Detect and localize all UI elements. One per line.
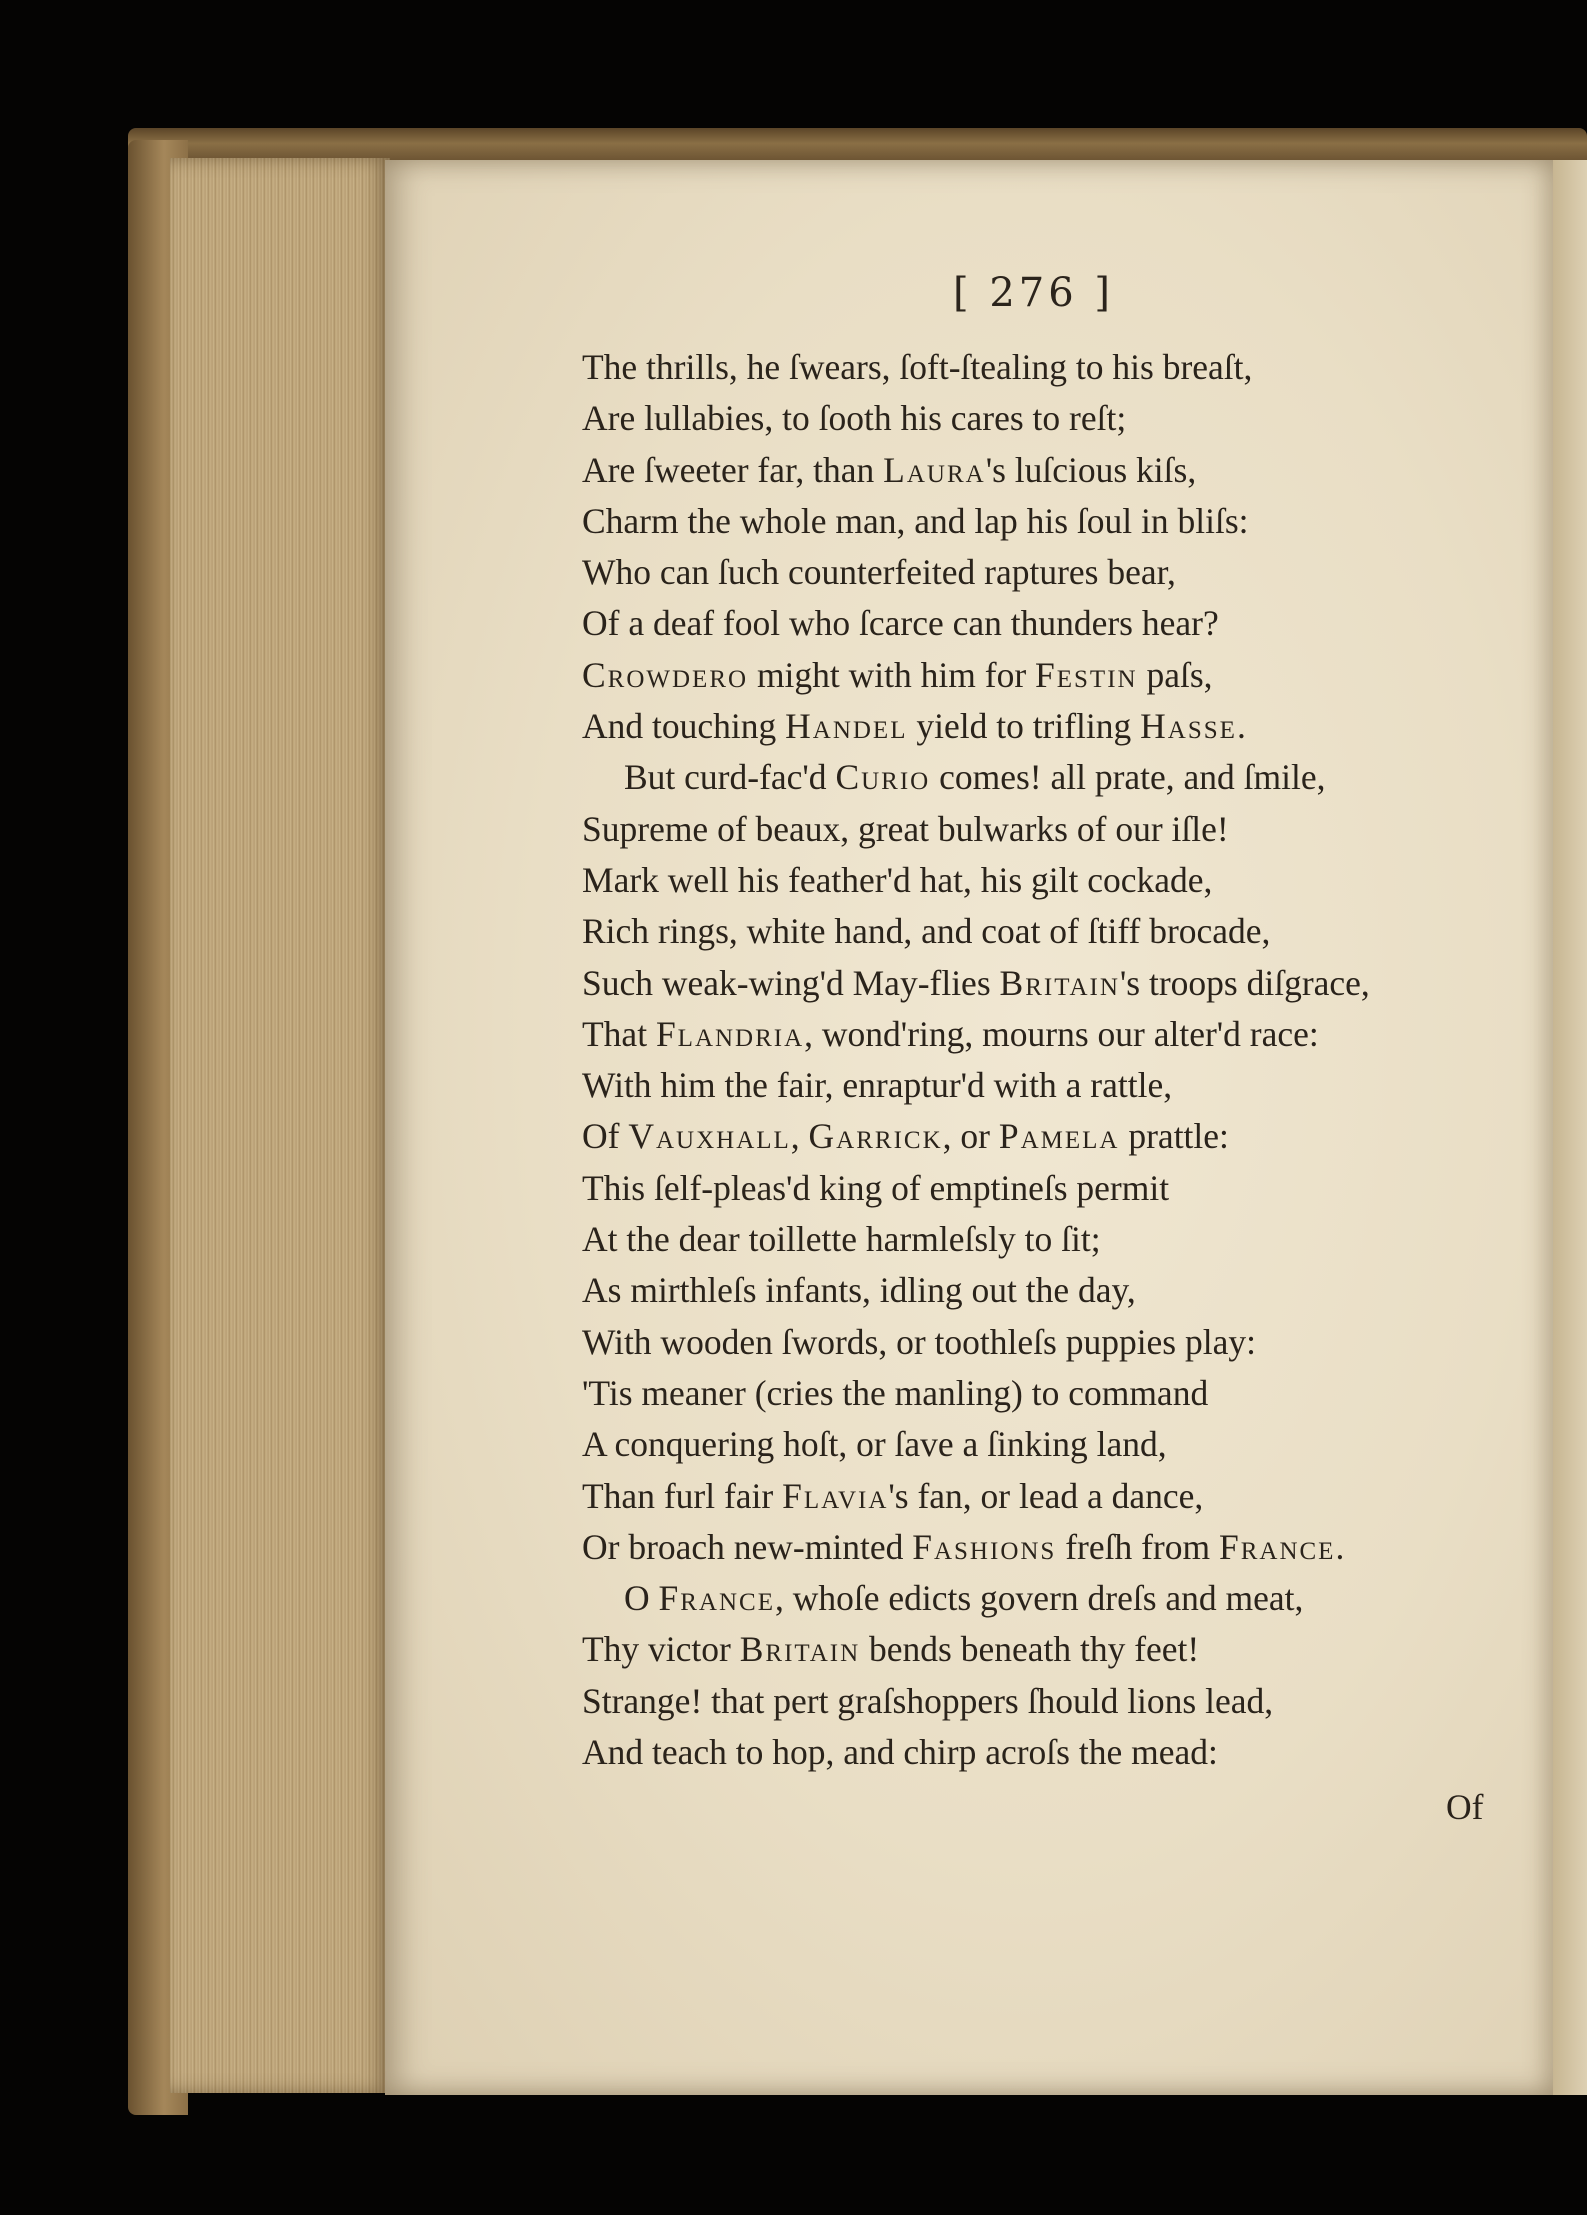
verse-line xyxy=(582,1727,1532,1778)
verse-line xyxy=(582,958,1532,1009)
small-caps-name: Crowdero xyxy=(582,654,749,695)
verse-line xyxy=(582,906,1532,957)
verse-text: paſs, xyxy=(1137,654,1213,695)
verse-text: And teach to hop, and chirp acroſs the mead: xyxy=(582,1732,1218,1773)
verse-text: A conquering hoſt, or ſave a ſinking land, xyxy=(582,1424,1167,1465)
verse-line xyxy=(582,1522,1532,1573)
verse-line xyxy=(582,1009,1532,1060)
small-caps-name: Britain xyxy=(999,962,1120,1003)
verse-line xyxy=(582,1214,1532,1265)
small-caps-name: Laura xyxy=(883,449,986,490)
verse-text: 's troops diſgrace, xyxy=(1119,962,1370,1003)
verse-line xyxy=(582,1111,1532,1162)
poem-text xyxy=(582,342,1532,1778)
verse-line xyxy=(582,1419,1532,1470)
verse-text: This ſelf-pleas'd king of emptineſs permit xyxy=(582,1167,1170,1208)
verse-text: Rich rings, white hand, and coat of ſtiff brocade, xyxy=(582,911,1271,952)
small-caps-name: Handel xyxy=(785,706,908,747)
verse-line xyxy=(582,804,1532,855)
verse-text: The thrills, he ſwears, ſoft-ſtealing to his breaſt, xyxy=(582,347,1253,387)
verse-text: , whoſe edicts govern dreſs and meat, xyxy=(775,1578,1304,1619)
verse-line xyxy=(582,1624,1532,1675)
small-caps-name: Flavia xyxy=(782,1475,889,1516)
verse-text: But curd-fac'd xyxy=(624,757,836,798)
verse-line xyxy=(582,752,1532,803)
verse-text: Than furl fair xyxy=(582,1475,783,1516)
verse-text: 'Tis meaner (cries the manling) to command xyxy=(582,1372,1209,1413)
verse-text: And touching xyxy=(582,706,786,747)
verse-line xyxy=(582,342,1532,393)
verse-text: , xyxy=(790,1116,809,1157)
verse-text: Are lullabies, to ſooth his cares to reſt; xyxy=(582,398,1127,439)
verse-text: yield to trifling xyxy=(907,706,1141,747)
verse-line xyxy=(582,1265,1532,1316)
verse-text: Supreme of beaux, great bulwarks of our iſle! xyxy=(582,808,1229,849)
small-caps-name: France xyxy=(1218,1526,1336,1567)
catchword: Of xyxy=(1446,1787,1484,1827)
verse-text: . xyxy=(1236,706,1246,747)
verse-text: With him the fair, enraptur'd with a rattle, xyxy=(582,1065,1173,1106)
verse-line xyxy=(582,496,1532,547)
verse-text: Charm the whole man, and lap his ſoul in bliſs: xyxy=(582,500,1249,541)
verse-text: freſh from xyxy=(1056,1526,1219,1567)
facing-page-edge xyxy=(1553,160,1587,2095)
verse-text: Of a deaf fool who ſcarce can thunders hear? xyxy=(582,603,1219,644)
small-caps-name: Fashions xyxy=(912,1526,1057,1567)
verse-line xyxy=(582,1163,1532,1214)
verse-line xyxy=(582,1317,1532,1368)
verse-text: , wond'ring, mourns our alter'd race: xyxy=(804,1013,1319,1054)
small-caps-name: France xyxy=(658,1578,775,1619)
verse-text: Mark well his feather'd hat, his gilt cockade, xyxy=(582,859,1213,900)
verse-text: bends beneath thy feet! xyxy=(860,1629,1200,1670)
verse-line xyxy=(582,445,1532,496)
verse-line xyxy=(582,1368,1532,1419)
verse-text: O xyxy=(624,1578,659,1619)
verse-text: might with him for xyxy=(748,654,1036,695)
small-caps-name: Curio xyxy=(835,757,931,798)
verse-line xyxy=(582,1676,1532,1727)
verse-text: That xyxy=(582,1013,656,1054)
verse-text: Strange! that pert graſshoppers ſhould lions lead, xyxy=(582,1680,1274,1721)
small-caps-name: Hasse xyxy=(1140,706,1237,747)
verse-text: At the dear toillette harmleſsly to ſit; xyxy=(582,1219,1101,1260)
verse-text: Who can ſuch counterfeited raptures bear, xyxy=(582,552,1176,593)
verse-text: , or xyxy=(942,1116,999,1157)
verse-line xyxy=(582,650,1532,701)
verse-line xyxy=(582,547,1532,598)
small-caps-name: Flandria xyxy=(655,1013,805,1054)
verse-text: Or broach new-minted xyxy=(582,1526,913,1567)
verse-line xyxy=(582,1573,1532,1624)
verse-line xyxy=(582,393,1532,444)
stacked-page-edges xyxy=(170,158,390,2093)
small-caps-name: Festin xyxy=(1035,654,1138,695)
verse-text: . xyxy=(1335,1526,1345,1567)
verse-text: comes! all prate, and ſmile, xyxy=(930,757,1326,798)
verse-text: With wooden ſwords, or toothleſs puppies play: xyxy=(582,1321,1256,1362)
verse-text: prattle: xyxy=(1119,1116,1229,1157)
page-number: [ 276 ] xyxy=(953,270,1114,316)
verse-line xyxy=(582,1471,1532,1522)
verse-line xyxy=(582,598,1532,649)
small-caps-name: Britain xyxy=(739,1629,861,1670)
small-caps-name: Garrick xyxy=(808,1116,943,1157)
verse-text: Of xyxy=(582,1116,629,1157)
verse-line xyxy=(582,855,1532,906)
verse-text: As mirthleſs infants, idling out the day, xyxy=(582,1270,1136,1311)
verse-text: 's luſcious kiſs, xyxy=(985,449,1197,490)
verse-text: Are ſweeter far, than xyxy=(582,449,884,490)
small-caps-name: Pamela xyxy=(998,1116,1120,1157)
small-caps-name: Vauxhall xyxy=(628,1116,791,1157)
verse-text: Thy victor xyxy=(582,1629,740,1670)
verse-text: 's fan, or lead a dance, xyxy=(888,1475,1204,1516)
book-cover-top-edge xyxy=(128,128,1587,162)
verse-line xyxy=(582,701,1532,752)
verse-text: Such weak-wing'd May-flies xyxy=(582,962,1000,1003)
verse-line xyxy=(582,1060,1532,1111)
